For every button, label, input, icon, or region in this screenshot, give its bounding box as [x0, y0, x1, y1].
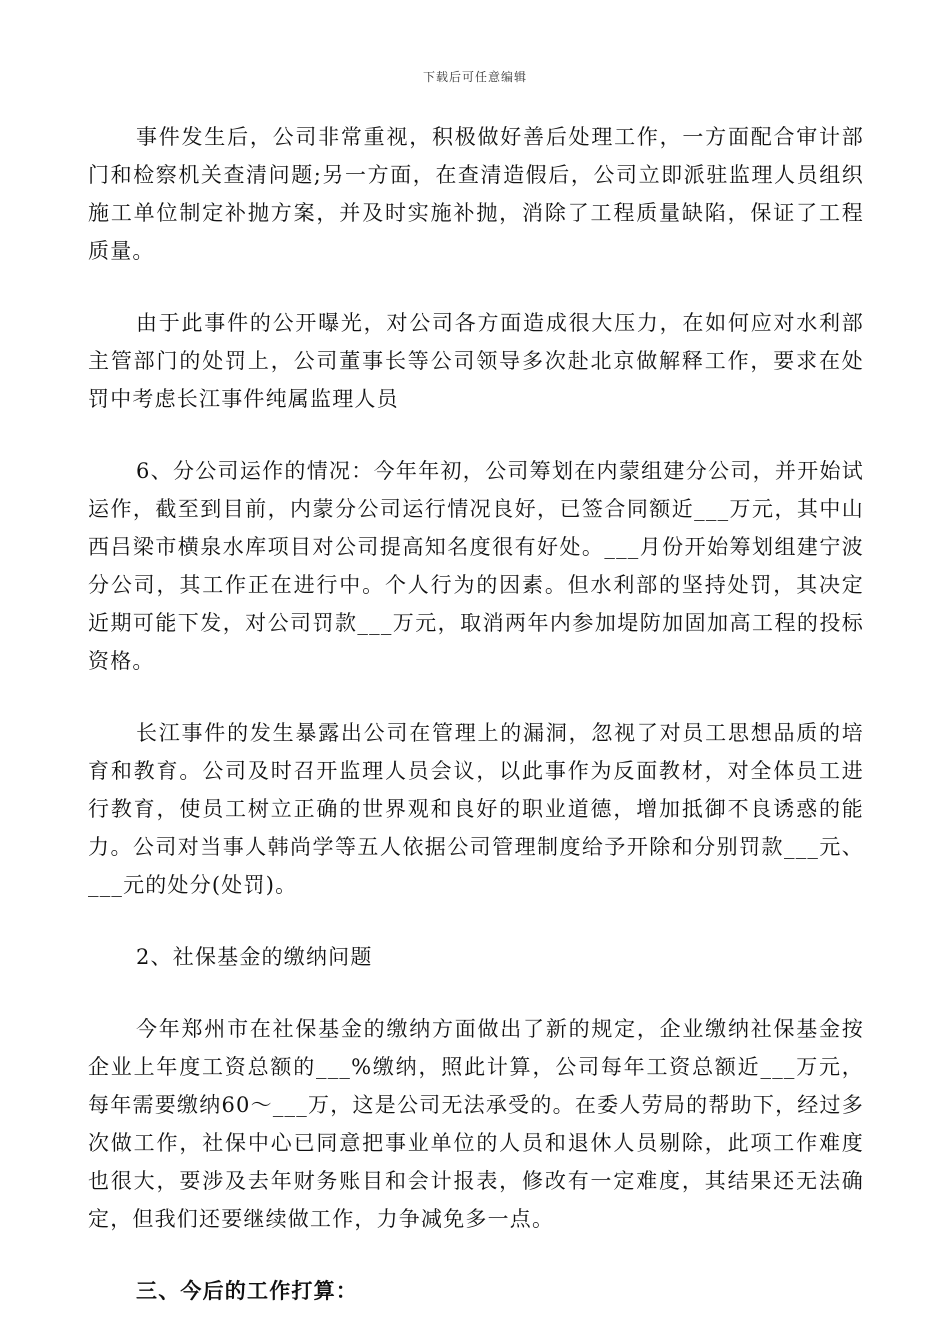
- paragraph-public-exposure: 由于此事件的公开曝光，对公司各方面造成很大压力，在如何应对水利部主管部门的处罚上，公司董事长等公司领导多次赴北京做解释工作，要求在处罚中考虑长江事件纯属监理人员: [88, 311, 864, 411]
- paragraph-branch-operations: 6、分公司运作的情况：今年年初，公司筹划在内蒙组建分公司，并开始试运作，截至到目前，内蒙分公司运行情况良好，已签合同额近___万元，其中山西吕梁市横泉水库项目对公司提高知名度很有好处。___月份开始筹划组建宁波分公司，其工作正在进行中。个人行为的因素。但水利部的坚持处罚，其决定近期可能下发，对公司罚款___万元，取消两年内参加堤防加固加高工程的投标资格。: [88, 459, 864, 673]
- paragraph-aftermath: 事件发生后，公司非常重视，积极做好善后处理工作，一方面配合审计部门和检察机关查清问题;另一方面，在查清造假后，公司立即派驻监理人员组织施工单位制定补抛方案，并及时实施补抛，消除了工程质量缺陷，保证了工程质量。: [88, 125, 864, 263]
- page-header: 下载后可任意编辑: [422, 70, 527, 84]
- subheading-social-security: 2、社保基金的缴纳问题: [136, 945, 373, 969]
- paragraph-social-security: 今年郑州市在社保基金的缴纳方面做出了新的规定，企业缴纳社保基金按企业上年度工资总额的___%缴纳，照此计算，公司每年工资总额近___万元，每年需要缴纳60～___万，这是公司无法承受的。在委人劳局的帮助下，经过多次做工作，社保中心已同意把事业单位的人员和退休人员剔除，此项工作难度也很大，要涉及去年财务账目和会计报表，修改有一定难度，其结果还无法确定，但我们还要继续做工作，力争减免多一点。: [88, 1017, 864, 1231]
- section-heading: 三、今后的工作打算：: [136, 1278, 358, 1303]
- paragraph-management-lessons: 长江事件的发生暴露出公司在管理上的漏洞，忽视了对员工思想品质的培育和教育。公司及时召开监理人员会议，以此事作为反面教材，对全体员工进行教育，使员工树立正确的世界观和良好的职业道德，增加抵御不良诱惑的能力。公司对当事人韩尚学等五人依据公司管理制度给予开除和分别罚款___元、___元的处分(处罚)。: [88, 721, 864, 897]
- document-body: [88, 118, 864, 1310]
